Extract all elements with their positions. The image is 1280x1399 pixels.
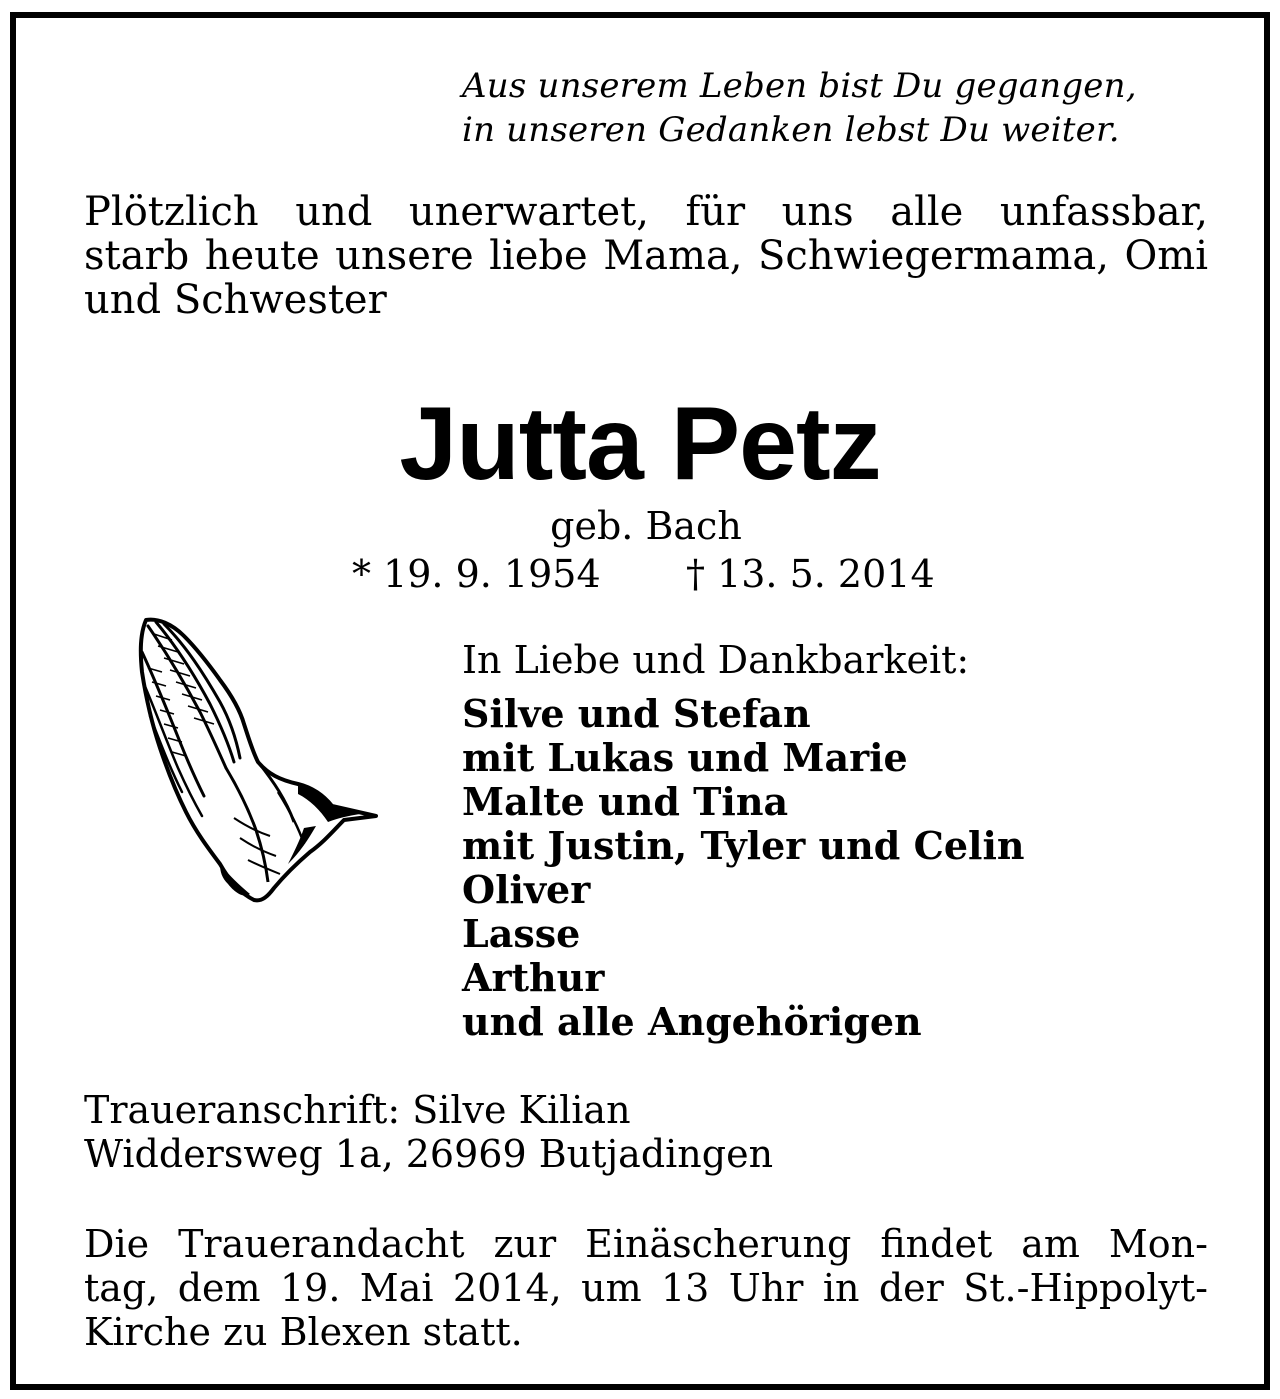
family-member: und alle Angehörigen (462, 999, 922, 1044)
service-line: Die Trauerandacht zur Einäscherung findet am Mon- (84, 1222, 1208, 1266)
deceased-name: Jutta Petz (399, 386, 881, 502)
family-member: Lasse (462, 911, 581, 956)
service-line: Kirche zu Blexen statt. (84, 1310, 523, 1354)
birth-name: geb. Bach (550, 504, 742, 548)
life-dates (352, 552, 972, 596)
address-line: Traueranschrift: Silve Kilian (84, 1088, 631, 1132)
mourning-address (84, 1088, 1084, 1176)
address-line: Widdersweg 1a, 26969 Butjadingen (84, 1132, 774, 1176)
family-member: mit Justin, Tyler und Celin (462, 823, 1025, 868)
motto-quote (462, 64, 1222, 152)
intro-line: Plötzlich und unerwartet, für uns alle unfassbar, (84, 189, 1208, 235)
family-member: Arthur (462, 955, 605, 1000)
obituary-notice (10, 12, 1270, 1390)
birth-date: * 19. 9. 1954 (352, 552, 601, 596)
intro-line: starb heute unsere liebe Mama, Schwiegermama, Omi (84, 233, 1208, 279)
intro-line: und Schwester (84, 277, 387, 323)
intro-text (84, 190, 1208, 322)
service-notice (84, 1222, 1208, 1354)
service-line: tag, dem 19. Mai 2014, um 13 Uhr in der St.-Hippolyt- (84, 1266, 1208, 1310)
motto-line: in unseren Gedanken lebst Du weiter. (462, 110, 1120, 150)
family-member: Malte und Tina (462, 779, 789, 824)
family-list (462, 638, 1162, 1044)
praying-hands-icon (128, 612, 378, 904)
death-date: † 13. 5. 2014 (686, 552, 935, 596)
family-member: mit Lukas und Marie (462, 735, 908, 780)
family-member: Oliver (462, 867, 591, 912)
family-heading: In Liebe und Dankbarkeit: (462, 638, 970, 682)
family-member: Silve und Stefan (462, 691, 811, 736)
motto-line: Aus unserem Leben bist Du gegangen, (462, 66, 1137, 106)
